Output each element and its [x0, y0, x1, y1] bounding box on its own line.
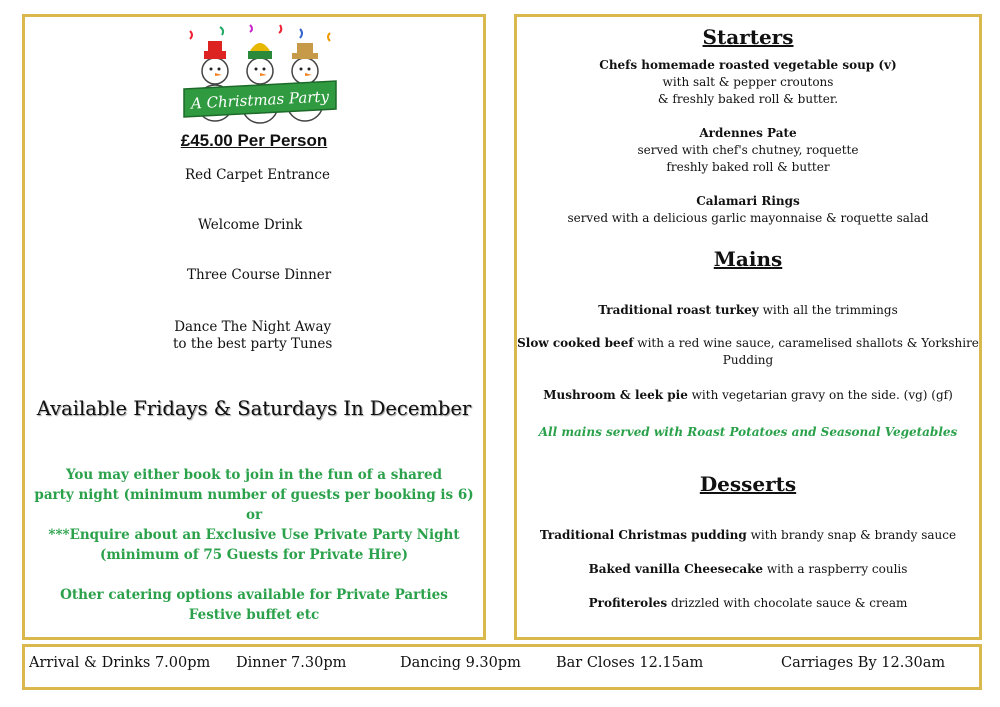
main-pie — [517, 387, 979, 404]
footer-bar: Bar Closes 12.15am — [556, 655, 704, 671]
starter-pate-desc1: served with chef's chutney, roquette — [637, 143, 859, 157]
main-turkey-desc: with all the trimmings — [758, 303, 898, 317]
main-beef-desc2: Pudding — [722, 353, 774, 367]
starter-soup-desc2: & freshly baked roll & butter. — [657, 92, 839, 106]
starter-calamari-name: Calamari Rings — [696, 194, 800, 208]
main-turkey — [517, 302, 979, 319]
feature-welcome-drink: Welcome Drink — [198, 217, 303, 233]
main-pie-name: Mushroom & leek pie — [543, 388, 688, 402]
dessert-cheesecake-name: Baked vanilla Cheesecake — [588, 562, 764, 576]
feature-dance-line1: Dance The Night Away — [174, 319, 332, 335]
main-beef-name: Slow cooked beef — [517, 336, 634, 350]
logo-text: A Christmas Party — [190, 87, 330, 113]
feature-three-course: Three Course Dinner — [187, 267, 332, 283]
starter-calamari-desc1: served with a delicious garlic mayonnaise & roquette salad — [567, 211, 929, 225]
booking-line6: Festive buffet etc — [188, 607, 320, 623]
starter-pate — [517, 125, 979, 176]
booking-line5: Other catering options available for Private Parties — [60, 587, 448, 603]
booking-line3: ***Enquire about an Exclusive Use Private Party Night — [48, 527, 460, 543]
main-turkey-name: Traditional roast turkey — [598, 303, 759, 317]
starter-pate-name: Ardennes Pate — [699, 126, 797, 140]
desserts-heading: Desserts — [699, 472, 797, 496]
dessert-pudding-desc: with brandy snap & brandy sauce — [746, 528, 957, 542]
main-beef — [517, 335, 979, 369]
dessert-profiteroles-name: Profiteroles — [588, 596, 668, 610]
footer-arrival: Arrival & Drinks 7.00pm — [29, 655, 211, 671]
booking-or: or — [245, 507, 263, 523]
starter-soup-desc1: with salt & pepper croutons — [662, 75, 834, 89]
footer-dancing: Dancing 9.30pm — [400, 655, 521, 671]
mains-heading: Mains — [713, 247, 783, 271]
feature-red-carpet: Red Carpet Entrance — [185, 167, 330, 183]
dessert-pudding — [517, 527, 979, 544]
starter-calamari — [517, 193, 979, 227]
event-info-panel — [22, 14, 486, 640]
feature-dance — [173, 319, 332, 353]
booking-line4: (minimum of 75 Guests for Private Hire) — [99, 547, 408, 563]
menu-panel — [514, 14, 982, 640]
main-pie-desc: with vegetarian gravy on the side. (vg) (gf) — [687, 388, 953, 402]
starter-pate-desc2: freshly baked roll & butter — [666, 160, 830, 174]
snowmen-icon — [180, 23, 340, 131]
price: £45.00 Per Person — [180, 131, 328, 150]
footer-dinner: Dinner 7.30pm — [236, 655, 347, 671]
availability: Available Fridays & Saturdays In December — [36, 397, 472, 420]
booking-line2: party night (minimum number of guests per booking is 6) — [34, 487, 474, 503]
starter-soup-name: Chefs homemade roasted vegetable soup (v) — [599, 58, 897, 72]
starters-heading: Starters — [702, 25, 794, 49]
starter-soup — [517, 57, 979, 108]
feature-dance-line2: to the best party Tunes — [173, 336, 333, 352]
main-beef-desc: with a red wine sauce, caramelised shallots & Yorkshire — [633, 336, 979, 350]
dessert-cheesecake-desc: with a raspberry coulis — [763, 562, 908, 576]
dessert-profiteroles — [517, 595, 979, 612]
mains-note: All mains served with Roast Potatoes and Seasonal Vegetables — [538, 425, 958, 439]
booking-line1: You may either book to join in the fun of a shared — [65, 467, 443, 483]
dessert-pudding-name: Traditional Christmas pudding — [539, 528, 747, 542]
footer-carriages: Carriages By 12.30am — [781, 655, 946, 671]
dessert-profiteroles-desc: drizzled with chocolate sauce & cream — [667, 596, 908, 610]
dessert-cheesecake — [517, 561, 979, 578]
timings-footer — [22, 644, 982, 690]
